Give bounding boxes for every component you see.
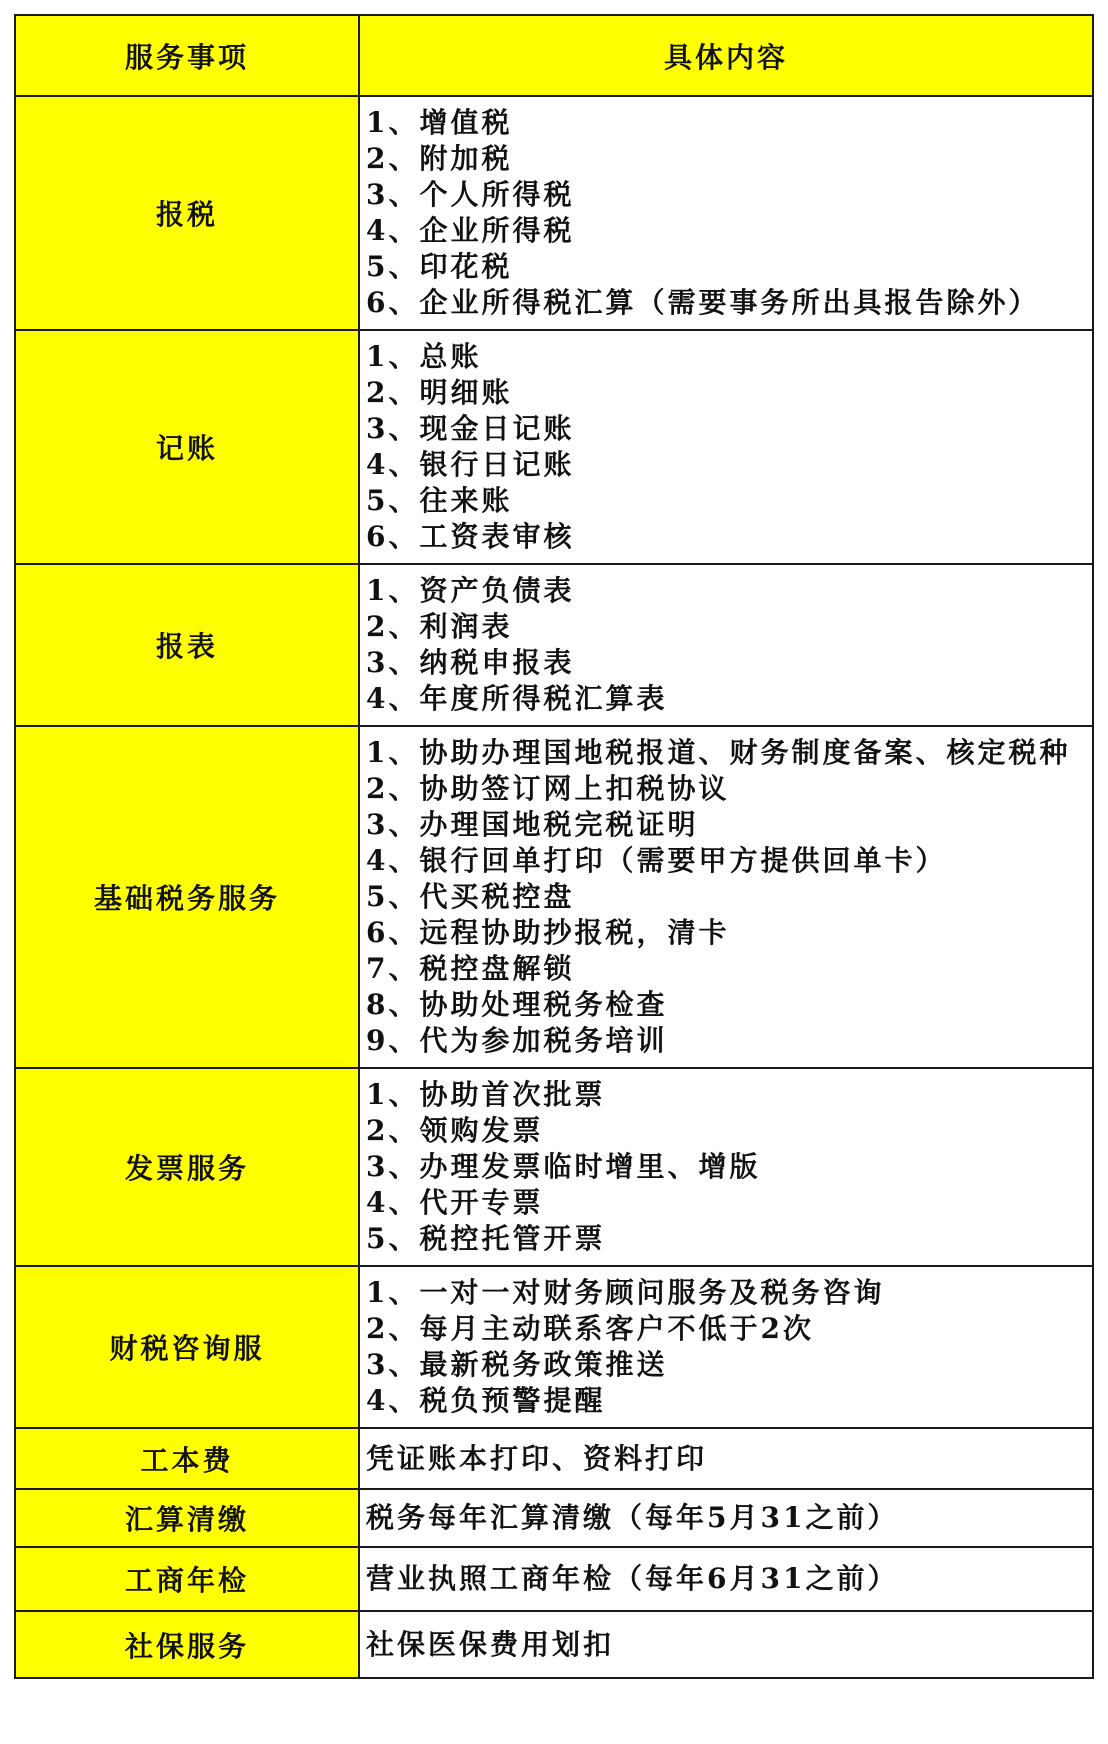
service-details: [359, 1547, 1093, 1611]
service-category: 财税咨询服: [15, 1266, 359, 1428]
service-category: 工商年检: [15, 1547, 359, 1611]
detail-item: 1、协助首次批票: [366, 1078, 606, 1111]
detail-item: 5、税控托管开票: [366, 1222, 606, 1255]
detail-item: 4、企业所得税: [366, 214, 575, 247]
table-row: [15, 1266, 1093, 1428]
service-details: [359, 1428, 1093, 1489]
detail-item: 3、现金日记账: [366, 412, 575, 445]
service-details: [359, 1068, 1093, 1266]
table-row: [15, 96, 1093, 330]
table-header-row: [15, 15, 1093, 96]
detail-item: 4、代开专票: [366, 1186, 544, 1219]
detail-item: 2、附加税: [366, 142, 513, 175]
service-details: [359, 330, 1093, 564]
detail-item: 3、办理国地税完税证明: [366, 808, 699, 841]
table-row: [15, 1611, 1093, 1678]
service-details: [359, 1611, 1093, 1678]
table-row: [15, 1068, 1093, 1266]
detail-item: 3、纳税申报表: [366, 646, 575, 679]
detail-item: 9、代为参加税务培训: [366, 1024, 668, 1057]
table-body: [15, 96, 1093, 1678]
detail-item: 2、领购发票: [366, 1114, 544, 1147]
table-row: [15, 726, 1093, 1068]
header-details: 具体内容: [359, 15, 1093, 96]
detail-item: 凭证账本打印、资料打印: [366, 1441, 708, 1475]
detail-item: 1、协助办理国地税报道、财务制度备案、核定税种: [366, 736, 1071, 769]
table-row: [15, 1489, 1093, 1547]
service-table: [14, 14, 1094, 1679]
service-details: [359, 564, 1093, 726]
service-category: 汇算清缴: [15, 1489, 359, 1547]
detail-item: 6、企业所得税汇算（需要事务所出具报告除外）: [366, 286, 1040, 319]
table-row: [15, 564, 1093, 726]
detail-item: 3、办理发票临时增里、增版: [366, 1150, 761, 1183]
service-details: [359, 726, 1093, 1068]
detail-item: 8、协助处理税务检查: [366, 988, 668, 1021]
detail-item: 1、一对一对财务顾问服务及税务咨询: [366, 1276, 885, 1309]
service-category: 记账: [15, 330, 359, 564]
detail-item: 4、银行回单打印（需要甲方提供回单卡）: [366, 844, 947, 877]
table-row: [15, 330, 1093, 564]
service-details: [359, 1266, 1093, 1428]
detail-item: 2、明细账: [366, 376, 513, 409]
detail-item: 5、代买税控盘: [366, 880, 575, 913]
detail-item: 7、税控盘解锁: [366, 952, 575, 985]
detail-item: 1、总账: [366, 340, 482, 373]
detail-item: 4、税负预警提醒: [366, 1384, 606, 1417]
detail-item: 税务每年汇算清缴（每年5月31之前）: [366, 1501, 899, 1534]
table-row: [15, 1428, 1093, 1489]
detail-item: 4、年度所得税汇算表: [366, 682, 668, 715]
detail-item: 3、最新税务政策推送: [366, 1348, 668, 1381]
service-details: [359, 1489, 1093, 1547]
service-details: [359, 96, 1093, 330]
detail-item: 营业执照工商年检（每年6月31之前）: [366, 1562, 899, 1595]
detail-item: 1、增值税: [366, 106, 513, 139]
detail-item: 4、银行日记账: [366, 448, 575, 481]
detail-item: 2、利润表: [366, 610, 513, 643]
detail-item: 5、往来账: [366, 484, 513, 517]
service-table-container: [14, 14, 1092, 1679]
detail-item: 2、协助签订网上扣税协议: [366, 772, 730, 805]
detail-item: 6、工资表审核: [366, 520, 575, 553]
header-service-item: 服务事项: [15, 15, 359, 96]
detail-item: 5、印花税: [366, 250, 513, 283]
detail-item: 2、每月主动联系客户不低于2次: [366, 1312, 814, 1345]
service-category: 工本费: [15, 1428, 359, 1489]
detail-item: 社保医保费用划扣: [366, 1627, 615, 1661]
service-category: 发票服务: [15, 1068, 359, 1266]
service-category: 报税: [15, 96, 359, 330]
service-category: 报表: [15, 564, 359, 726]
detail-item: 1、资产负债表: [366, 574, 575, 607]
detail-item: 6、远程协助抄报税，清卡: [366, 916, 730, 949]
table-row: [15, 1547, 1093, 1611]
service-category: 基础税务服务: [15, 726, 359, 1068]
detail-item: 3、个人所得税: [366, 178, 575, 211]
service-category: 社保服务: [15, 1611, 359, 1678]
